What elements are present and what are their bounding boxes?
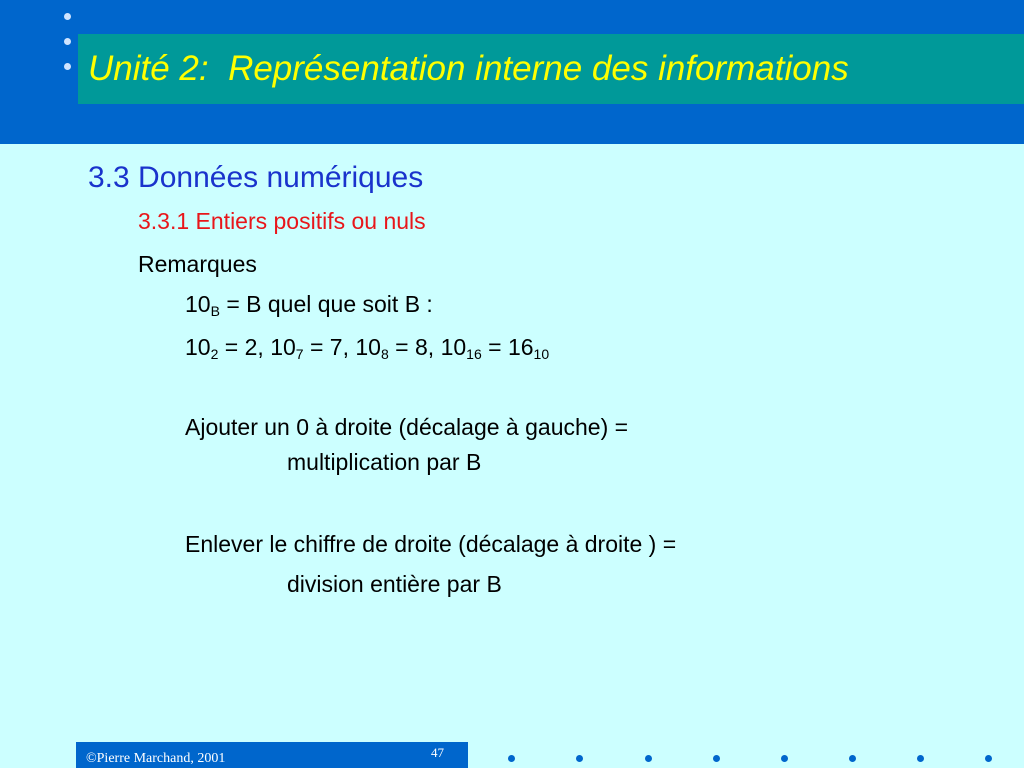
bullet-dot-icon	[508, 755, 515, 762]
example-text: = 7,	[303, 334, 356, 360]
example-number: 10	[440, 334, 467, 360]
example-subscript: 10	[533, 346, 550, 362]
base-rule-subscript: B	[210, 303, 220, 319]
remarks-label: Remarques	[138, 251, 257, 277]
shift-right-line-1: Enlever le chiffre de droite (décalage à droite ) =	[185, 531, 677, 557]
title-box	[78, 34, 1024, 104]
example-subscript: 16	[466, 346, 482, 362]
bullet-dot-icon	[849, 755, 856, 762]
bullet-dot-icon	[917, 755, 924, 762]
base-rule-number: 10	[185, 291, 211, 317]
example-number: 10	[355, 334, 381, 360]
footer-bar	[76, 742, 468, 768]
base-rule-text: = B quel que soit B :	[219, 291, 433, 317]
examples-line	[185, 335, 549, 360]
base-rule-line	[185, 292, 433, 317]
example-subscript: 8	[380, 346, 389, 362]
slide-title: Unité 2: Représentation interne des informations	[88, 49, 849, 88]
section-heading: 3.3 Données numériques	[88, 161, 424, 194]
subsection-heading: 3.3.1 Entiers positifs ou nuls	[138, 208, 426, 234]
shift-left-line-2: multiplication par B	[287, 449, 482, 475]
bullet-dot-icon	[985, 755, 992, 762]
example-number: 10	[270, 334, 296, 360]
bullet-dot-icon	[713, 755, 720, 762]
example-number: 10	[185, 334, 211, 360]
shift-right-line-2: division entière par B	[287, 571, 502, 597]
header-band	[0, 0, 1024, 144]
example-text: = 8,	[388, 334, 441, 360]
bullet-dot-icon	[781, 755, 788, 762]
bullet-dot-icon	[64, 38, 71, 45]
bullet-dot-icon	[64, 13, 71, 20]
bullet-dot-icon	[576, 755, 583, 762]
shift-left-line-1: Ajouter un 0 à droite (décalage à gauche) =	[185, 414, 629, 440]
example-subscript: 7	[295, 346, 304, 362]
copyright-text: ©Pierre Marchand, 2001	[86, 751, 226, 766]
page-number: 47	[431, 745, 444, 760]
example-text: = 2,	[218, 334, 271, 360]
example-text: = 16	[481, 334, 534, 360]
bullet-dot-icon	[64, 63, 71, 70]
example-subscript: 2	[210, 346, 219, 362]
bullet-dot-icon	[645, 755, 652, 762]
